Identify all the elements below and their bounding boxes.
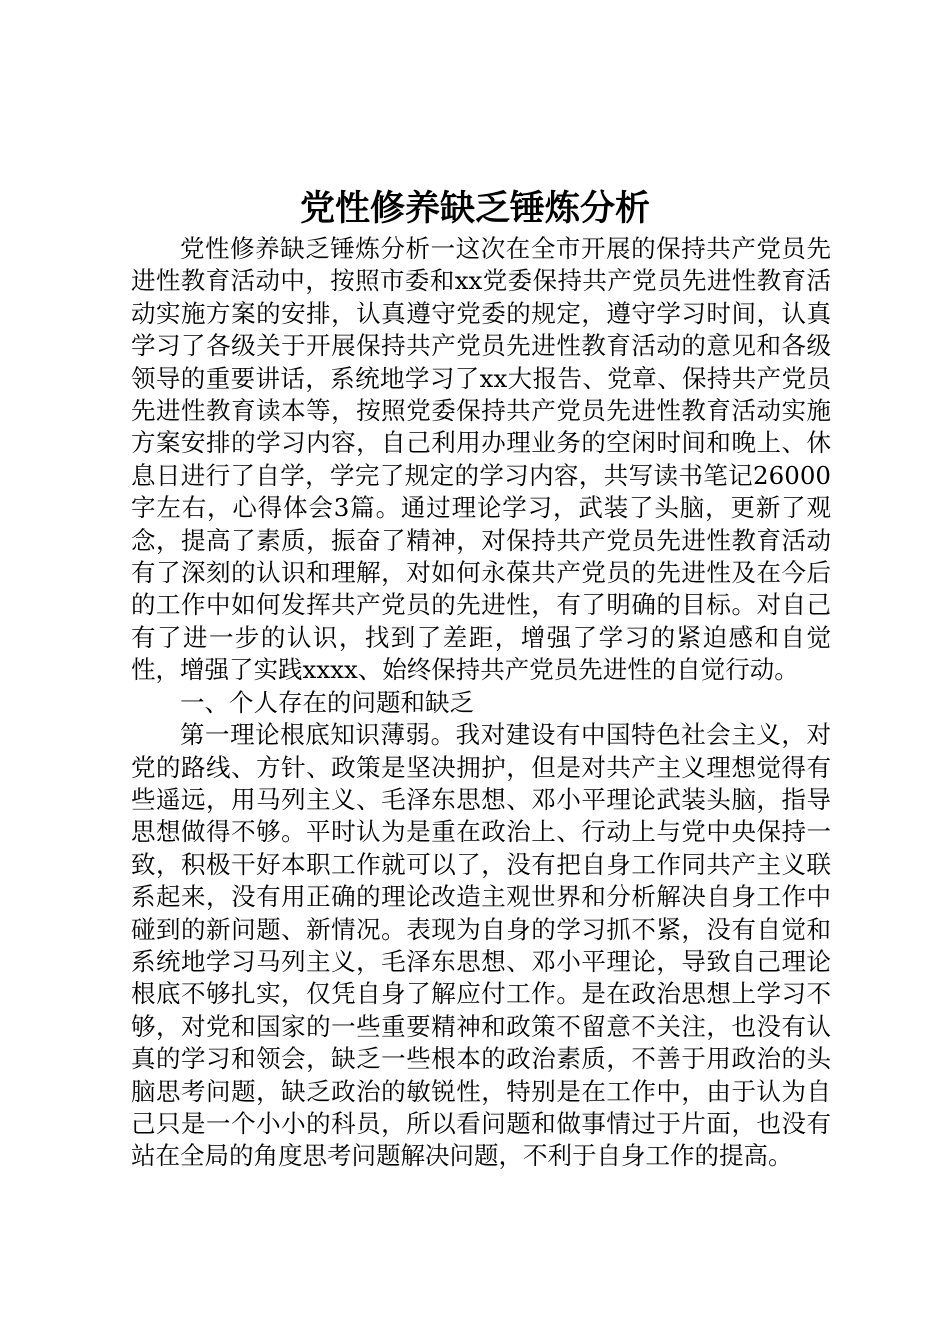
section-heading: 一、个人存在的问题和缺乏 (180, 687, 474, 717)
paragraph-intro: 党性修养缺乏锤炼分析一这次在全市开展的保持共产党员先进性教育活动中，按照市委和xx党委保持共产党员先进性教育活动实施方案的安排，认真遵守党委的规定，遵守学习时间，认真学习了各级关于开展保持共产党员先进性教育活动的意见和各级领导的重要讲话，系统地学习了xx大报告、党章、保持共产党员先进性教育读本等，按照党委保持共产党员先进性教育活动实施方案安排的学习内容，自己利用办理业务的空闲时间和晚上、休息日进行了自学，学完了规定的学习内容，共写读书笔记26000字左右，心得体会3篇。通过理论学习，武装了头脑，更新了观念，提高了素质，振奋了精神，对保持共产党员先进性教育活动有了深刻的认识和理解，对如何永葆共产党员的先进性及在今后的工作中如何发挥共产党员的先进性，有了明确的目标。对自己有了进一步的认识，找到了差距，增强了学习的紧迫感和自觉性，增强了实践xxxx、始终保持共产党员先进性的自觉行动。 (131, 234, 831, 685)
document-body (131, 233, 831, 1173)
document-title: 党性修养缺乏锤炼分析 (299, 189, 650, 229)
paragraph-theory: 第一理论根底知识薄弱。我对建设有中国特色社会主义，对党的路线、方针、政策是坚决拥护，但是对共产主义理想觉得有些遥远，用马列主义、毛泽东思想、邓小平理论武装头脑，指导思想做得不够。平时认为是重在政治上、行动上与党中央保持一致，积极干好本职工作就可以了，没有把自身工作同共产主义联系起来，没有用正确的理论改造主观世界和分析解决自身工作中碰到的新问题、新情况。表现为自身的学习抓不紧，没有自觉和系统地学习马列主义，毛泽东思想、邓小平理论，导致自己理论根底不够扎实，仅凭自身了解应付工作。是在政治思想上学习不够，对党和国家的一些重要精神和政策不留意不关注，也没有认真的学习和领会，缺乏一些根本的政治素质，不善于用政治的头脑思考问题，缺乏政治的敏锐性，特别是在工作中，由于认为自己只是一个小小的科员，所以看问题和做事情过于片面，也没有站在全局的角度思考问题解决问题，不利于自身工作的提高。 (131, 720, 831, 1171)
